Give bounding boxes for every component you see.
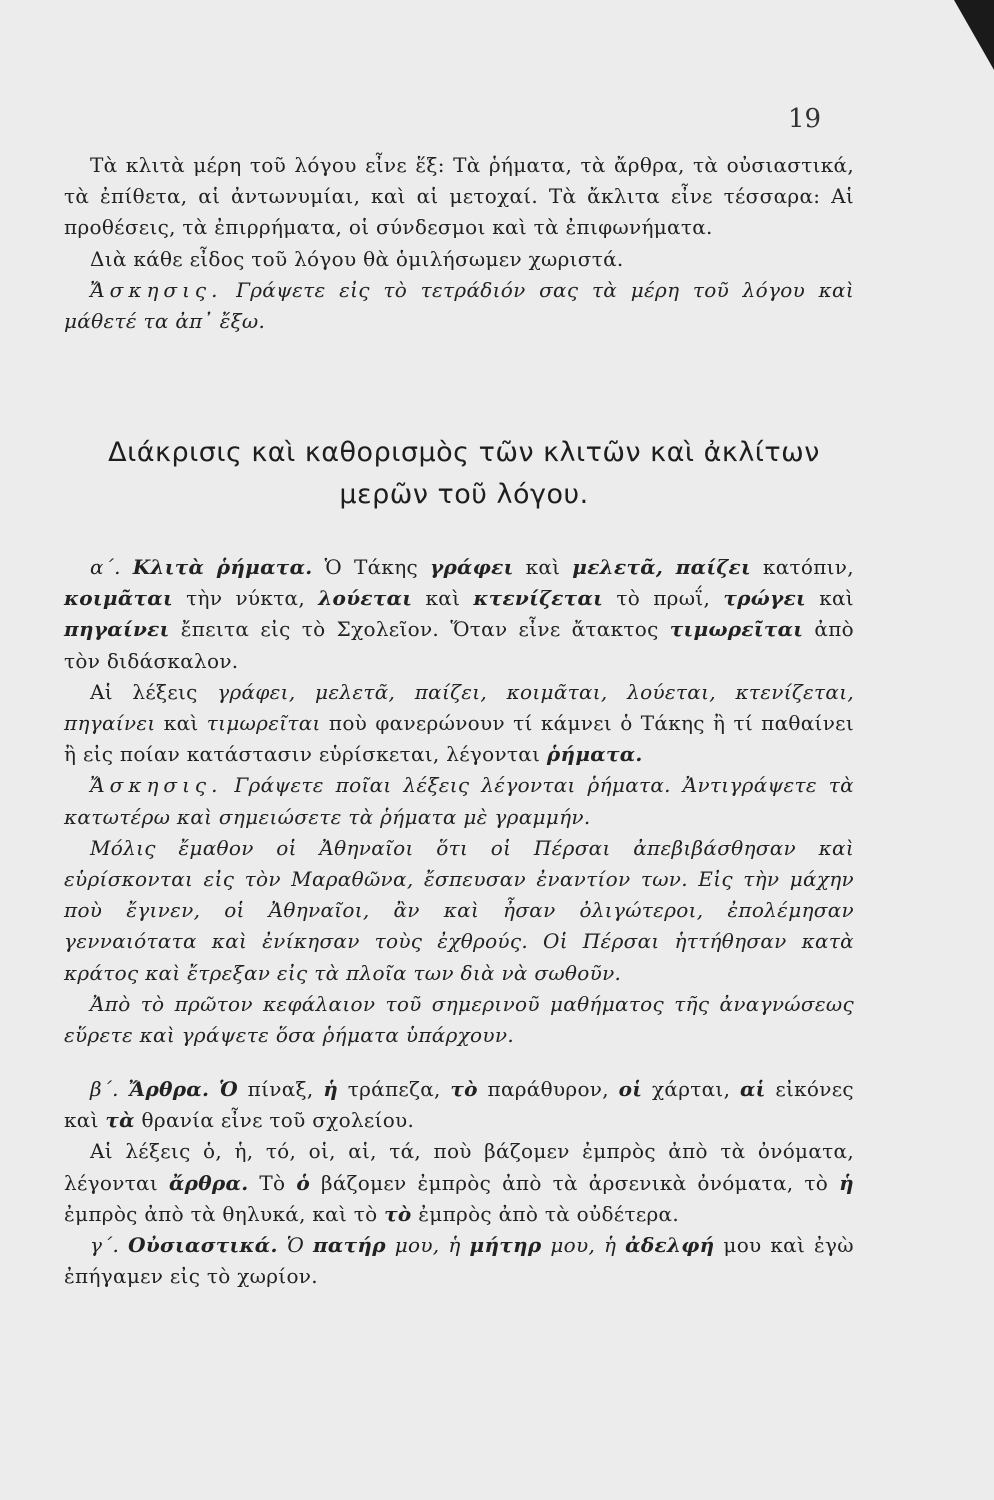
text-run: καὶ bbox=[525, 555, 561, 579]
article-word: ἡ bbox=[448, 1233, 461, 1258]
section-title: Ἄρθρα. bbox=[128, 1077, 210, 1101]
scan-corner-shadow bbox=[954, 0, 994, 70]
italic-run: γράφει, μελετᾶ, παίζει, κοιμᾶται, λούεται, κτενίζεται, πηγαίνει bbox=[64, 679, 854, 736]
verb-word: πηγαίνει bbox=[64, 617, 170, 642]
italic-run: τιμωρεῖται bbox=[206, 711, 321, 736]
verb-word: τιμωρεῖται bbox=[669, 617, 804, 642]
section-marker: β΄. bbox=[90, 1077, 119, 1101]
article-word: ἡ bbox=[839, 1170, 854, 1195]
verb-word: κοιμᾶται bbox=[64, 586, 173, 611]
exercise-text: Γράψετε εἰς τὸ τετράδιόν σας τὰ μέρη τοῦ λόγου καὶ μάθετέ τα ἀπ᾽ ἔξω. bbox=[64, 277, 854, 334]
section-heading: Διάκρισις καὶ καθορισμὸς τῶν κλιτῶν καὶ ἀκλίτων μερῶν τοῦ λόγου. bbox=[108, 437, 820, 510]
exercise-label: Ἄσκησις. bbox=[90, 773, 223, 798]
verbs-definition-paragraph bbox=[64, 677, 854, 771]
article-word: τὰ bbox=[105, 1108, 135, 1133]
text-run: τὸ πρωΐ, bbox=[616, 586, 711, 611]
text-run: καὶ bbox=[819, 586, 854, 611]
text-run: εἰκόνες καὶ bbox=[64, 1077, 854, 1133]
verb-word: γράφει bbox=[429, 555, 514, 579]
section-title: Οὐσιαστικά. bbox=[128, 1233, 278, 1258]
text-run: ποὺ φανερώνουν τί κάμνει ὁ Τάκης ἢ τί παθαίνει ἢ εἰς ποίαν κατάστασιν εὑρίσκεται, λέγονται bbox=[64, 711, 854, 767]
section-verbs bbox=[64, 552, 854, 1051]
term-word: ἄρθρα. bbox=[168, 1170, 249, 1195]
exercise-text: Γράψετε ποῖαι λέξεις λέγονται ῥήματα. Ἀντιγράψετε τὰ κατωτέρω καὶ σημειώσετε τὰ ῥήματα μὲ γραμμήν. bbox=[64, 773, 854, 829]
text-run: ἐμπρὸς ἀπὸ τὰ οὐδέτερα. bbox=[418, 1201, 680, 1226]
article-word: ἡ bbox=[323, 1077, 339, 1101]
noun-word: ἀδελφή bbox=[625, 1233, 715, 1258]
article-word: ὁ bbox=[296, 1170, 310, 1195]
article-word: οἱ bbox=[618, 1077, 643, 1101]
articles-example-paragraph bbox=[64, 1074, 854, 1136]
verb-word: κτενίζεται bbox=[473, 586, 604, 611]
page-number: 19 bbox=[788, 104, 822, 134]
section-marker: γ΄. bbox=[90, 1233, 120, 1258]
noun-word: μήτηρ bbox=[469, 1233, 542, 1258]
text-run: πίναξ, bbox=[247, 1077, 314, 1101]
intro-exercise bbox=[64, 275, 854, 337]
article-word: ἡ bbox=[604, 1233, 617, 1258]
text-run: Αἱ λέξεις ὁ, ἡ, τό, οἱ, αἱ, τά, ποὺ βάζομεν ἐμπρὸς ἀπὸ τὰ ὀνόματα, λέγονται bbox=[64, 1139, 854, 1195]
text-run: τὴν νύκτα, bbox=[186, 586, 306, 611]
article-word: αἱ bbox=[739, 1077, 766, 1101]
section-title: Κλιτὰ ῥήματα. bbox=[132, 555, 313, 579]
article-word: Ὁ bbox=[218, 1077, 238, 1101]
term-word: ῥήματα. bbox=[546, 742, 643, 767]
intro-block bbox=[64, 150, 854, 337]
text-run: ἀπὸ τὸν διδάσκαλον. bbox=[64, 617, 854, 673]
text-run: καὶ bbox=[163, 711, 199, 736]
section-articles-nouns bbox=[64, 1074, 854, 1292]
verbs-exercise bbox=[64, 770, 854, 832]
verbs-task: Ἀπὸ τὸ πρῶτον κεφάλαιον τοῦ σημερινοῦ μαθήματος τῆς ἀναγνώσεως εὕρετε καὶ γράψετε ὅσα ῥήματα ὑπάρχουν. bbox=[64, 991, 854, 1048]
intro-paragraph: Τὰ κλιτὰ μέρη τοῦ λόγου εἶνε ἕξ: Τὰ ῥήματα, τὰ ἄρθρα, τὰ οὐσιαστικά, τὰ ἐπίθετα, αἱ ἀντωνυμίαι, καὶ αἱ μετοχαί. Τὰ ἄκλιτα εἶνε τέσσαρα: Αἱ προθέσεις, τὰ ἐπιρρήματα, οἱ σύνδεσμοι καὶ τὰ ἐπιφωνήματα. bbox=[64, 153, 854, 240]
article-word: τὸ bbox=[384, 1201, 412, 1226]
text-run: Τὸ bbox=[259, 1170, 286, 1195]
verb-word: μελετᾶ, παίζει bbox=[572, 555, 751, 579]
intro-sentence: Διὰ κάθε εἶδος τοῦ λόγου θὰ ὁμιλήσωμεν χωριστά. bbox=[90, 246, 624, 271]
noun-word: πατήρ bbox=[312, 1233, 386, 1258]
verbs-passage: Μόλις ἔμαθον οἱ Ἀθηναῖοι ὅτι οἱ Πέρσαι ἀπεβιβάσθησαν καὶ εὑρίσκονται εἰς τὸν Μαραθῶνα, ἔσπευσαν ἐναντίον των. Εἰς τὴν μάχην ποὺ ἔγινεν, οἱ Ἀθηναῖοι, ἂν καὶ ἦσαν ὀλιγώτεροι, ἐπολέμησαν γενναιότατα καὶ ἐνίκησαν τοὺς ἐχθρούς. Οἱ Πέρσαι ἡττήθησαν κατὰ κράτος καὶ ἔτρεξαν εἰς τὰ πλοῖα των διὰ νὰ σωθοῦν. bbox=[64, 835, 854, 985]
text-run: ἔπειτα εἰς τὸ Σχολεῖον. Ὅταν εἶνε ἄτακτος bbox=[180, 617, 659, 642]
text-run: Ὁ Τάκης bbox=[324, 555, 418, 579]
verb-word: λούεται bbox=[318, 586, 413, 611]
italic-run: μου, bbox=[394, 1233, 440, 1258]
article-word: τὸ bbox=[450, 1077, 478, 1101]
text-run: χάρται, bbox=[651, 1077, 731, 1101]
nouns-example-paragraph bbox=[64, 1230, 854, 1292]
text-run: τράπεζα, bbox=[347, 1077, 441, 1101]
text-run: παράθυρον, bbox=[487, 1077, 609, 1101]
verbs-example-paragraph bbox=[64, 552, 854, 677]
text-run: κατόπιν, bbox=[762, 555, 854, 579]
text-run: Αἱ λέξεις bbox=[90, 679, 198, 704]
italic-run: μου, bbox=[550, 1233, 596, 1258]
exercise-label: Ἄσκησις. bbox=[90, 277, 223, 302]
text-run: βάζομεν ἐμπρὸς ἀπὸ τὰ ἀρσενικὰ ὀνόματα, τὸ bbox=[320, 1170, 829, 1195]
text-run: ἐμπρὸς ἀπὸ τὰ θηλυκά, καὶ τὸ bbox=[64, 1201, 378, 1226]
section-marker: α΄. bbox=[90, 555, 121, 579]
articles-definition-paragraph bbox=[64, 1136, 854, 1230]
text-run: καὶ bbox=[425, 586, 461, 611]
text-run: μου καὶ ἐγὼ ἐπήγαμεν εἰς τὸ χωρίον. bbox=[64, 1233, 854, 1289]
text-run: θρανία εἶνε τοῦ σχολείου. bbox=[141, 1108, 415, 1133]
verb-word: τρώγει bbox=[723, 586, 806, 611]
article-word: Ὁ bbox=[286, 1233, 305, 1258]
